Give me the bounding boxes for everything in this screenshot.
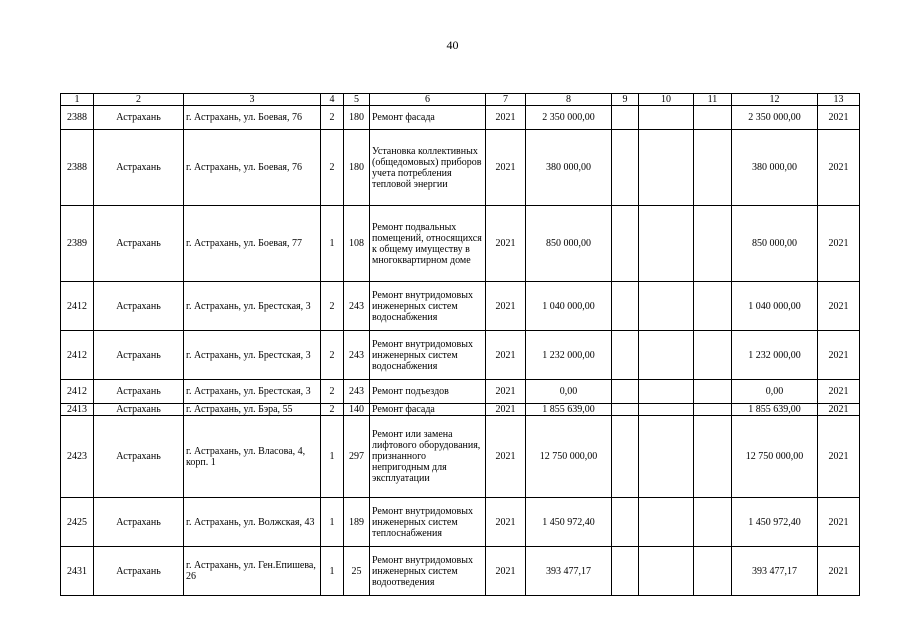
address-cell: г. Астрахань, ул. Брестская, 3	[184, 331, 321, 380]
col4-cell: 2	[321, 380, 344, 404]
col4-cell: 2	[321, 130, 344, 206]
municipality-cell: Астрахань	[94, 331, 184, 380]
col11-cell	[694, 416, 732, 498]
col10-cell	[639, 416, 694, 498]
header-cell: 2	[94, 94, 184, 106]
cost-cell: 2 350 000,00	[526, 106, 612, 130]
work-type-cell: Ремонт внутридомовых инженерных систем теплоснабжения	[370, 498, 486, 547]
col11-cell	[694, 206, 732, 282]
col11-cell	[694, 404, 732, 416]
row-number-cell: 2423	[61, 416, 94, 498]
address-cell: г. Астрахань, ул. Боевая, 77	[184, 206, 321, 282]
col9-cell	[612, 331, 639, 380]
municipality-cell: Астрахань	[94, 282, 184, 331]
col5-cell: 189	[344, 498, 370, 547]
header-cell: 4	[321, 94, 344, 106]
header-cell: 8	[526, 94, 612, 106]
work-type-cell: Ремонт подвальных помещений, относящихся к общему имуществу в многоквартирном доме	[370, 206, 486, 282]
completion-year-cell: 2021	[818, 498, 860, 547]
work-type-cell: Ремонт или замена лифтового оборудования, признанного непригодным для эксплуатации	[370, 416, 486, 498]
year-cell: 2021	[486, 380, 526, 404]
header-cell: 1	[61, 94, 94, 106]
col10-cell	[639, 547, 694, 596]
row-number-cell: 2412	[61, 282, 94, 331]
cost-cell: 1 232 000,00	[526, 331, 612, 380]
cost-cell: 12 750 000,00	[526, 416, 612, 498]
total-cost-cell: 850 000,00	[732, 206, 818, 282]
completion-year-cell: 2021	[818, 130, 860, 206]
col5-cell: 180	[344, 130, 370, 206]
work-type-cell: Ремонт подъездов	[370, 380, 486, 404]
municipality-cell: Астрахань	[94, 404, 184, 416]
row-number-cell: 2412	[61, 380, 94, 404]
table-row	[61, 498, 860, 547]
header-cell: 10	[639, 94, 694, 106]
completion-year-cell: 2021	[818, 416, 860, 498]
work-type-cell: Ремонт внутридомовых инженерных систем водоотведения	[370, 547, 486, 596]
row-number-cell: 2413	[61, 404, 94, 416]
completion-year-cell: 2021	[818, 380, 860, 404]
row-number-cell: 2425	[61, 498, 94, 547]
cost-cell: 393 477,17	[526, 547, 612, 596]
municipality-cell: Астрахань	[94, 416, 184, 498]
row-number-cell: 2389	[61, 206, 94, 282]
cost-cell: 850 000,00	[526, 206, 612, 282]
total-cost-cell: 393 477,17	[732, 547, 818, 596]
header-cell: 5	[344, 94, 370, 106]
cost-cell: 1 855 639,00	[526, 404, 612, 416]
col10-cell	[639, 130, 694, 206]
completion-year-cell: 2021	[818, 331, 860, 380]
col11-cell	[694, 130, 732, 206]
col4-cell: 2	[321, 282, 344, 331]
municipality-cell: Астрахань	[94, 380, 184, 404]
address-cell: г. Астрахань, ул. Боевая, 76	[184, 130, 321, 206]
col10-cell	[639, 498, 694, 547]
header-cell: 13	[818, 94, 860, 106]
address-cell: г. Астрахань, ул. Волжская, 43	[184, 498, 321, 547]
address-cell: г. Астрахань, ул. Власова, 4, корп. 1	[184, 416, 321, 498]
header-cell: 11	[694, 94, 732, 106]
year-cell: 2021	[486, 106, 526, 130]
col4-cell: 1	[321, 206, 344, 282]
col9-cell	[612, 206, 639, 282]
work-type-cell: Ремонт фасада	[370, 106, 486, 130]
col5-cell: 180	[344, 106, 370, 130]
col10-cell	[639, 206, 694, 282]
col5-cell: 243	[344, 380, 370, 404]
header-cell: 6	[370, 94, 486, 106]
municipality-cell: Астрахань	[94, 130, 184, 206]
work-type-cell: Установка коллективных (общедомовых) приборов учета потребления тепловой энергии	[370, 130, 486, 206]
work-type-cell: Ремонт внутридомовых инженерных систем водоснабжения	[370, 282, 486, 331]
cost-cell: 1 040 000,00	[526, 282, 612, 331]
year-cell: 2021	[486, 416, 526, 498]
completion-year-cell: 2021	[818, 106, 860, 130]
address-cell: г. Астрахань, ул. Брестская, 3	[184, 380, 321, 404]
col11-cell	[694, 106, 732, 130]
total-cost-cell: 0,00	[732, 380, 818, 404]
col4-cell: 1	[321, 547, 344, 596]
col5-cell: 108	[344, 206, 370, 282]
year-cell: 2021	[486, 282, 526, 331]
col11-cell	[694, 547, 732, 596]
table-row	[61, 130, 860, 206]
completion-year-cell: 2021	[818, 206, 860, 282]
col9-cell	[612, 106, 639, 130]
col9-cell	[612, 404, 639, 416]
header-cell: 9	[612, 94, 639, 106]
table-row	[61, 282, 860, 331]
address-cell: г. Астрахань, ул. Боевая, 76	[184, 106, 321, 130]
year-cell: 2021	[486, 130, 526, 206]
row-number-cell: 2431	[61, 547, 94, 596]
col10-cell	[639, 404, 694, 416]
total-cost-cell: 1 855 639,00	[732, 404, 818, 416]
total-cost-cell: 2 350 000,00	[732, 106, 818, 130]
year-cell: 2021	[486, 206, 526, 282]
col4-cell: 2	[321, 404, 344, 416]
col4-cell: 1	[321, 498, 344, 547]
year-cell: 2021	[486, 498, 526, 547]
work-type-cell: Ремонт внутридомовых инженерных систем водоснабжения	[370, 331, 486, 380]
col4-cell: 2	[321, 331, 344, 380]
col4-cell: 1	[321, 416, 344, 498]
completion-year-cell: 2021	[818, 282, 860, 331]
col9-cell	[612, 416, 639, 498]
total-cost-cell: 380 000,00	[732, 130, 818, 206]
col11-cell	[694, 498, 732, 547]
municipality-cell: Астрахань	[94, 206, 184, 282]
row-number-cell: 2388	[61, 106, 94, 130]
table-row	[61, 206, 860, 282]
col5-cell: 243	[344, 331, 370, 380]
col9-cell	[612, 498, 639, 547]
col11-cell	[694, 331, 732, 380]
header-cell: 12	[732, 94, 818, 106]
work-type-cell: Ремонт фасада	[370, 404, 486, 416]
col11-cell	[694, 380, 732, 404]
table-row	[61, 331, 860, 380]
col9-cell	[612, 380, 639, 404]
year-cell: 2021	[486, 547, 526, 596]
total-cost-cell: 1 040 000,00	[732, 282, 818, 331]
col11-cell	[694, 282, 732, 331]
cost-cell: 1 450 972,40	[526, 498, 612, 547]
table-row	[61, 547, 860, 596]
address-cell: г. Астрахань, ул. Бэра, 55	[184, 404, 321, 416]
col10-cell	[639, 282, 694, 331]
total-cost-cell: 1 232 000,00	[732, 331, 818, 380]
col5-cell: 25	[344, 547, 370, 596]
table-row	[61, 106, 860, 130]
header-cell: 7	[486, 94, 526, 106]
cost-cell: 0,00	[526, 380, 612, 404]
header-row	[61, 94, 860, 106]
table-row	[61, 380, 860, 404]
col10-cell	[639, 106, 694, 130]
total-cost-cell: 1 450 972,40	[732, 498, 818, 547]
col9-cell	[612, 282, 639, 331]
year-cell: 2021	[486, 404, 526, 416]
row-number-cell: 2412	[61, 331, 94, 380]
col4-cell: 2	[321, 106, 344, 130]
col5-cell: 243	[344, 282, 370, 331]
address-cell: г. Астрахань, ул. Брестская, 3	[184, 282, 321, 331]
completion-year-cell: 2021	[818, 547, 860, 596]
col5-cell: 140	[344, 404, 370, 416]
completion-year-cell: 2021	[818, 404, 860, 416]
address-cell: г. Астрахань, ул. Ген.Епишева, 26	[184, 547, 321, 596]
header-cell: 3	[184, 94, 321, 106]
table-row	[61, 404, 860, 416]
col9-cell	[612, 130, 639, 206]
municipality-cell: Астрахань	[94, 106, 184, 130]
page-number: 40	[446, 38, 459, 52]
col5-cell: 297	[344, 416, 370, 498]
cost-cell: 380 000,00	[526, 130, 612, 206]
col10-cell	[639, 380, 694, 404]
table-row	[61, 416, 860, 498]
municipality-cell: Астрахань	[94, 498, 184, 547]
municipality-cell: Астрахань	[94, 547, 184, 596]
year-cell: 2021	[486, 331, 526, 380]
col9-cell	[612, 547, 639, 596]
col10-cell	[639, 331, 694, 380]
row-number-cell: 2388	[61, 130, 94, 206]
data-table	[60, 93, 860, 596]
total-cost-cell: 12 750 000,00	[732, 416, 818, 498]
